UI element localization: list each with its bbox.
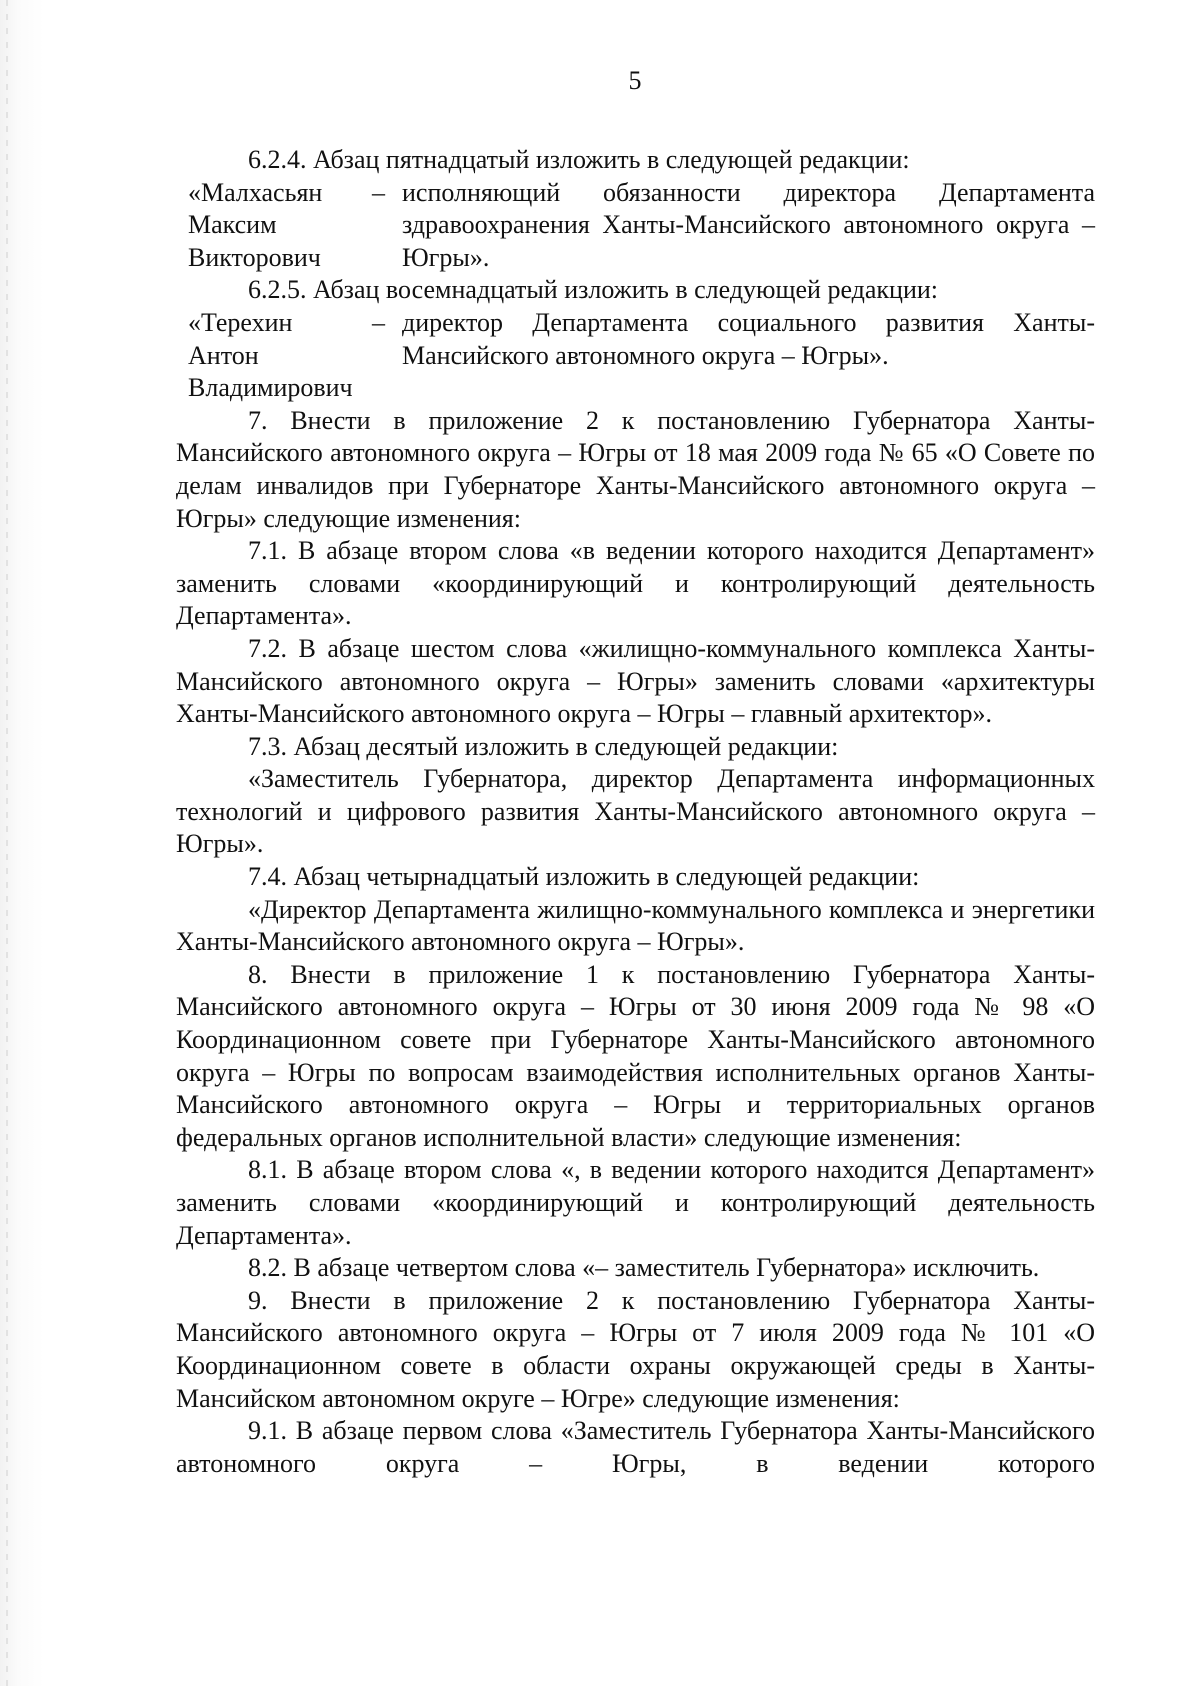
person-name-line: Викторович (188, 242, 321, 272)
paragraph: 6.2.4. Абзац пятнадцатый изложить в следующей редакции: (248, 145, 910, 174)
person-entry (176, 177, 1095, 275)
person-name-line: Антон (188, 340, 259, 370)
person-name (176, 307, 372, 405)
paragraph: 7.1. В абзаце втором слова «в ведении которого находится Департамент» заменить словами «координирующий и контролирующий деятельность Департамента». (176, 536, 1095, 631)
person-dash: – (372, 307, 385, 337)
paragraph: 8.1. В абзаце втором слова «, в ведении которого находится Департамент» заменить словами «координирующий и контролирующий деятельность Департамента». (176, 1155, 1095, 1250)
person-name-line: Владимирович (188, 373, 353, 403)
person-role: директор Департамента социального развития Ханты-Мансийского автономного округа – Югры». (402, 307, 1095, 370)
paragraph: 6.2.5. Абзац восемнадцатый изложить в следующей редакции: (248, 275, 939, 305)
person-role: исполняющий обязанности директора Департамента здравоохранения Ханты-Мансийского автономного округа – Югры». (402, 177, 1095, 272)
person-dash: – (372, 177, 385, 207)
page-number: 5 (628, 66, 642, 95)
paragraph: 7.4. Абзац четырнадцатый изложить в следующей редакции: (248, 862, 920, 892)
person-name (176, 177, 372, 275)
person-name-line: «Терехин (188, 307, 293, 337)
paragraph: 7.2. В абзаце шестом слова «жилищно-коммунального комплекса Ханты-Мансийского автономного округа – Югры» заменить словами «архитектуры Ханты-Мансийского автономного округа – Югры – главный архитектор». (176, 633, 1095, 729)
paragraph: 8. Внести в приложение 1 к постановлению Губернатора Ханты-Мансийского автономного округа – Югры от 30 июня 2009 года № 98 «О Координационном совете при Губернаторе Ханты-Мансийского автономного округа – Югры по вопросам взаимодействия исполнительных органов Ханты-Мансийского автономного округа – Югры и территориальных органов федеральных органов исполнительной власти» следующие изменения: (176, 959, 1095, 1152)
paragraph: «Директор Департамента жилищно-коммунального комплекса и энергетики Ханты-Мансийского автономного округа – Югры». (176, 894, 1095, 957)
paragraph: 9. Внести в приложение 2 к постановлению Губернатора Ханты-Мансийского автономного округа – Югры от 7 июля 2009 года № 101 «О Координационном совете в области охраны окружающей среды в Ханты-Мансийском автономном округе – Югре» следующие изменения: (176, 1285, 1095, 1413)
paragraph: 7. Внести в приложение 2 к постановлению Губернатора Ханты-Мансийского автономного округа – Югры от 18 мая 2009 года № 65 «О Совете по делам инвалидов при Губернаторе Ханты-Мансийского автономного округа – Югры» следующие изменения: (176, 405, 1095, 533)
scan-shadow-line (6, 0, 8, 1686)
paragraph: «Заместитель Губернатора, директор Департамента информационных технологий и цифрового развития Ханты-Мансийского автономного округа – Югры». (176, 764, 1095, 859)
paragraph: 9.1. В абзаце первом слова «Заместитель Губернатора Ханты-Мансийского автономного округа – Югры, в ведении которого (176, 1416, 1095, 1478)
person-name-line: «Малхасьян (188, 177, 323, 207)
person-entry (176, 307, 1095, 405)
person-name-line: Максим (188, 210, 277, 240)
paragraph: 8.2. В абзаце четвертом слова «– заместитель Губернатора» исключить. (248, 1253, 1040, 1283)
paragraph: 7.3. Абзац десятый изложить в следующей редакции: (248, 731, 839, 761)
document-body (176, 144, 1095, 1480)
